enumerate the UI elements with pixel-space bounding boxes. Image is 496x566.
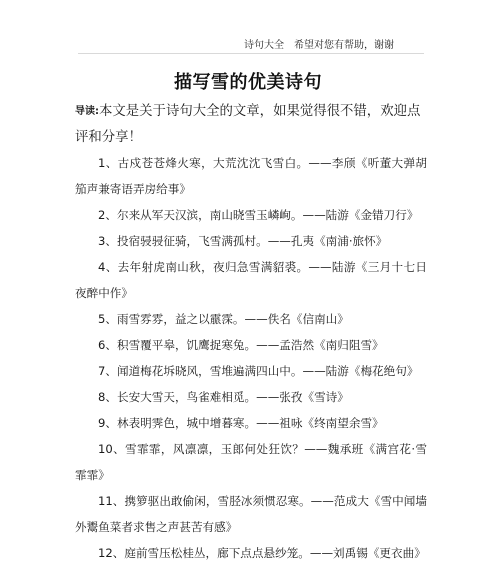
poem-item: 1、古戍苍苍烽火寒，大荒沈沈飞雪白。——李颀《听董大弹胡笳声兼寄语弄房给事》: [75, 156, 427, 196]
poem-item: 7、闻道梅花坼晓风，雪堆遍满四山中。——陆游《梅花绝句》: [98, 364, 419, 378]
poem-item: 2、尔来从军天汉滨，南山晓雪玉嶙峋。——陆游《金错刀行》: [98, 208, 419, 222]
poem-item: 12、庭前雪压松桂丛，廊下点点悬纱笼。——刘禹锡《更衣曲》: [98, 546, 426, 560]
page-title: 描写雪的优美诗句: [174, 72, 322, 93]
intro-label: 导读:: [75, 106, 99, 117]
header-divider: [78, 53, 424, 54]
poem-item: 5、雨雪雰雰，益之以霢霂。——佚名《信南山》: [98, 312, 349, 326]
poem-item: 4、去年射虎南山秋，夜归急雪满貂裘。——陆游《三月十七日夜醉中作》: [75, 260, 427, 300]
intro-paragraph: [75, 99, 427, 151]
poem-item: 9、林表明霁色，城中增暮寒。——祖咏《终南望余雪》: [98, 416, 384, 430]
header-note: 诗句大全 希望对您有帮助，谢谢: [244, 40, 394, 51]
poem-item: 8、长安大雪天，鸟雀难相觅。——张孜《雪诗》: [98, 390, 349, 404]
poem-list: [75, 150, 427, 566]
intro-text: 本文是关于诗句大全的文章，如果觉得很不错，欢迎点评和分享！: [75, 104, 421, 145]
poem-item: 3、投宿骎骎征骑，飞雪满孤村。——孔夷《南浦·旅怀》: [98, 234, 388, 248]
poem-item: 10、雪霏霏，风凛凛，玉郎何处狂饮？——魏承班《满宫花·雪霏霏》: [75, 442, 427, 482]
poem-item: 11、携箩驱出敢偷闲，雪胫冰须惯忍寒。——范成大《雪中闻墙外鬻鱼菜者求售之声甚苦有感》: [75, 494, 427, 534]
poem-item: 6、积雪覆平皋，饥鹰捉寒兔。——孟浩然《南归阻雪》: [98, 338, 384, 352]
